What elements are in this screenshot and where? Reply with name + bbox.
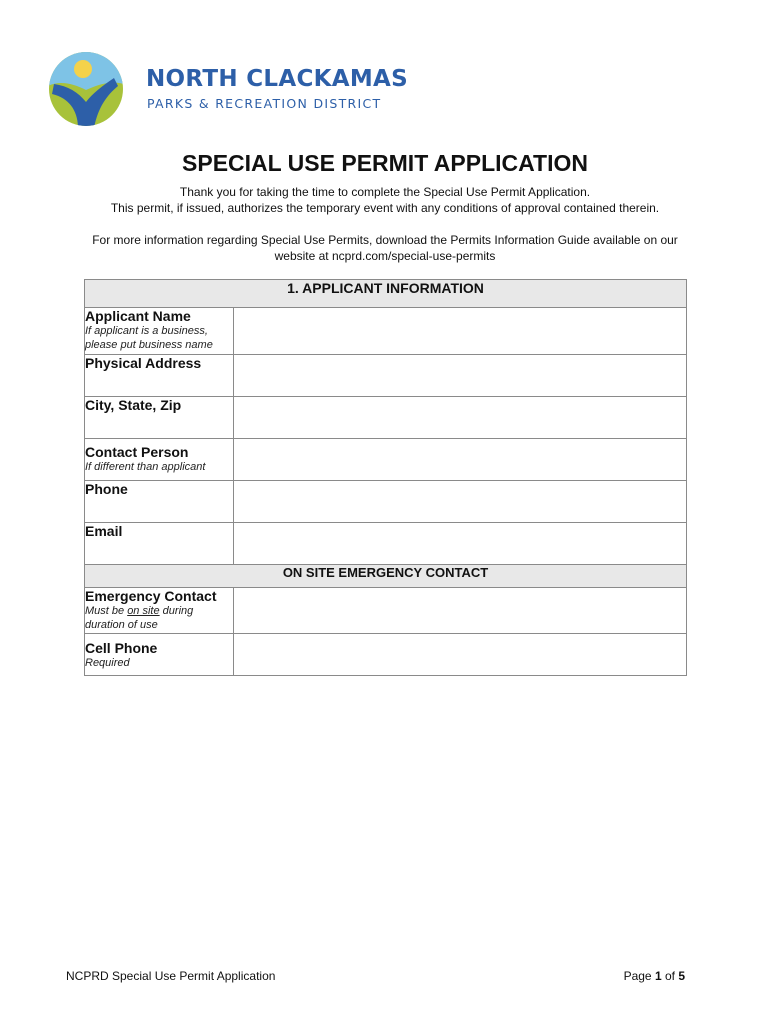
email-field[interactable] — [234, 523, 687, 565]
physical-address-label: Physical Address — [85, 355, 202, 371]
intro-line: This permit, if issued, authorizes the temporary event with any conditions of approval contained therein. — [110, 201, 660, 215]
email-label: Email — [85, 523, 123, 539]
emergency-contact-field[interactable] — [234, 588, 687, 634]
cell-phone-label-cell — [85, 634, 234, 676]
applicant-name-label: Applicant Name — [85, 308, 191, 324]
email-label-cell — [85, 523, 234, 565]
contact-person-field[interactable] — [234, 439, 687, 481]
page-label: Page — [623, 969, 655, 983]
hint-text: during duration of use — [85, 605, 194, 631]
page-current: 1 — [654, 969, 662, 983]
applicant-name-hint: If applicant is a business, please put business name — [85, 325, 213, 351]
emergency-contact-label: Emergency Contact — [85, 588, 217, 604]
page-total: 5 — [678, 969, 685, 983]
intro-line: Thank you for taking the time to complete the Special Use Permit Application. — [179, 185, 591, 199]
org-subtitle: PARKS & RECREATION DISTRICT — [147, 96, 382, 111]
emergency-contact-hint — [85, 605, 233, 632]
intro-paragraph — [60, 184, 710, 216]
hint-text: Must be — [85, 605, 128, 617]
org-name: NORTH CLACKAMAS — [146, 66, 409, 92]
phone-field[interactable] — [234, 481, 687, 523]
emergency-contact-label-cell — [85, 588, 234, 634]
cell-phone-label: Cell Phone — [85, 640, 158, 656]
page-title: SPECIAL USE PERMIT APPLICATION — [182, 150, 588, 176]
footer-doc-name: NCPRD Special Use Permit Application — [66, 969, 276, 983]
info-paragraph — [60, 232, 710, 264]
physical-address-field[interactable] — [234, 355, 687, 397]
applicant-name-field[interactable] — [234, 308, 687, 355]
applicant-form-table — [84, 279, 687, 676]
cell-phone-hint: Required — [85, 657, 130, 669]
contact-person-label: Contact Person — [85, 444, 189, 460]
contact-person-hint: If different than applicant — [85, 461, 206, 473]
info-line: website at ncprd.com/special-use-permits — [274, 249, 496, 263]
page-of: of — [661, 969, 679, 983]
footer-page-number — [624, 969, 685, 983]
physical-address-label-cell — [85, 355, 234, 397]
phone-label-cell — [85, 481, 234, 523]
city-state-zip-field[interactable] — [234, 397, 687, 439]
applicant-name-label-cell — [85, 308, 234, 355]
section-header-applicant: 1. APPLICANT INFORMATION — [85, 280, 687, 308]
city-state-zip-label: City, State, Zip — [85, 397, 182, 413]
city-state-zip-label-cell — [85, 397, 234, 439]
info-line: For more information regarding Special Use Permits, download the Permits Information Guide available on our — [92, 233, 678, 247]
ncprd-logo-icon — [48, 50, 124, 128]
hint-underlined-text: on site — [127, 605, 160, 617]
phone-label: Phone — [85, 481, 128, 497]
section-header-emergency: ON SITE EMERGENCY CONTACT — [85, 565, 687, 588]
cell-phone-field[interactable] — [234, 634, 687, 676]
contact-person-label-cell — [85, 439, 234, 481]
